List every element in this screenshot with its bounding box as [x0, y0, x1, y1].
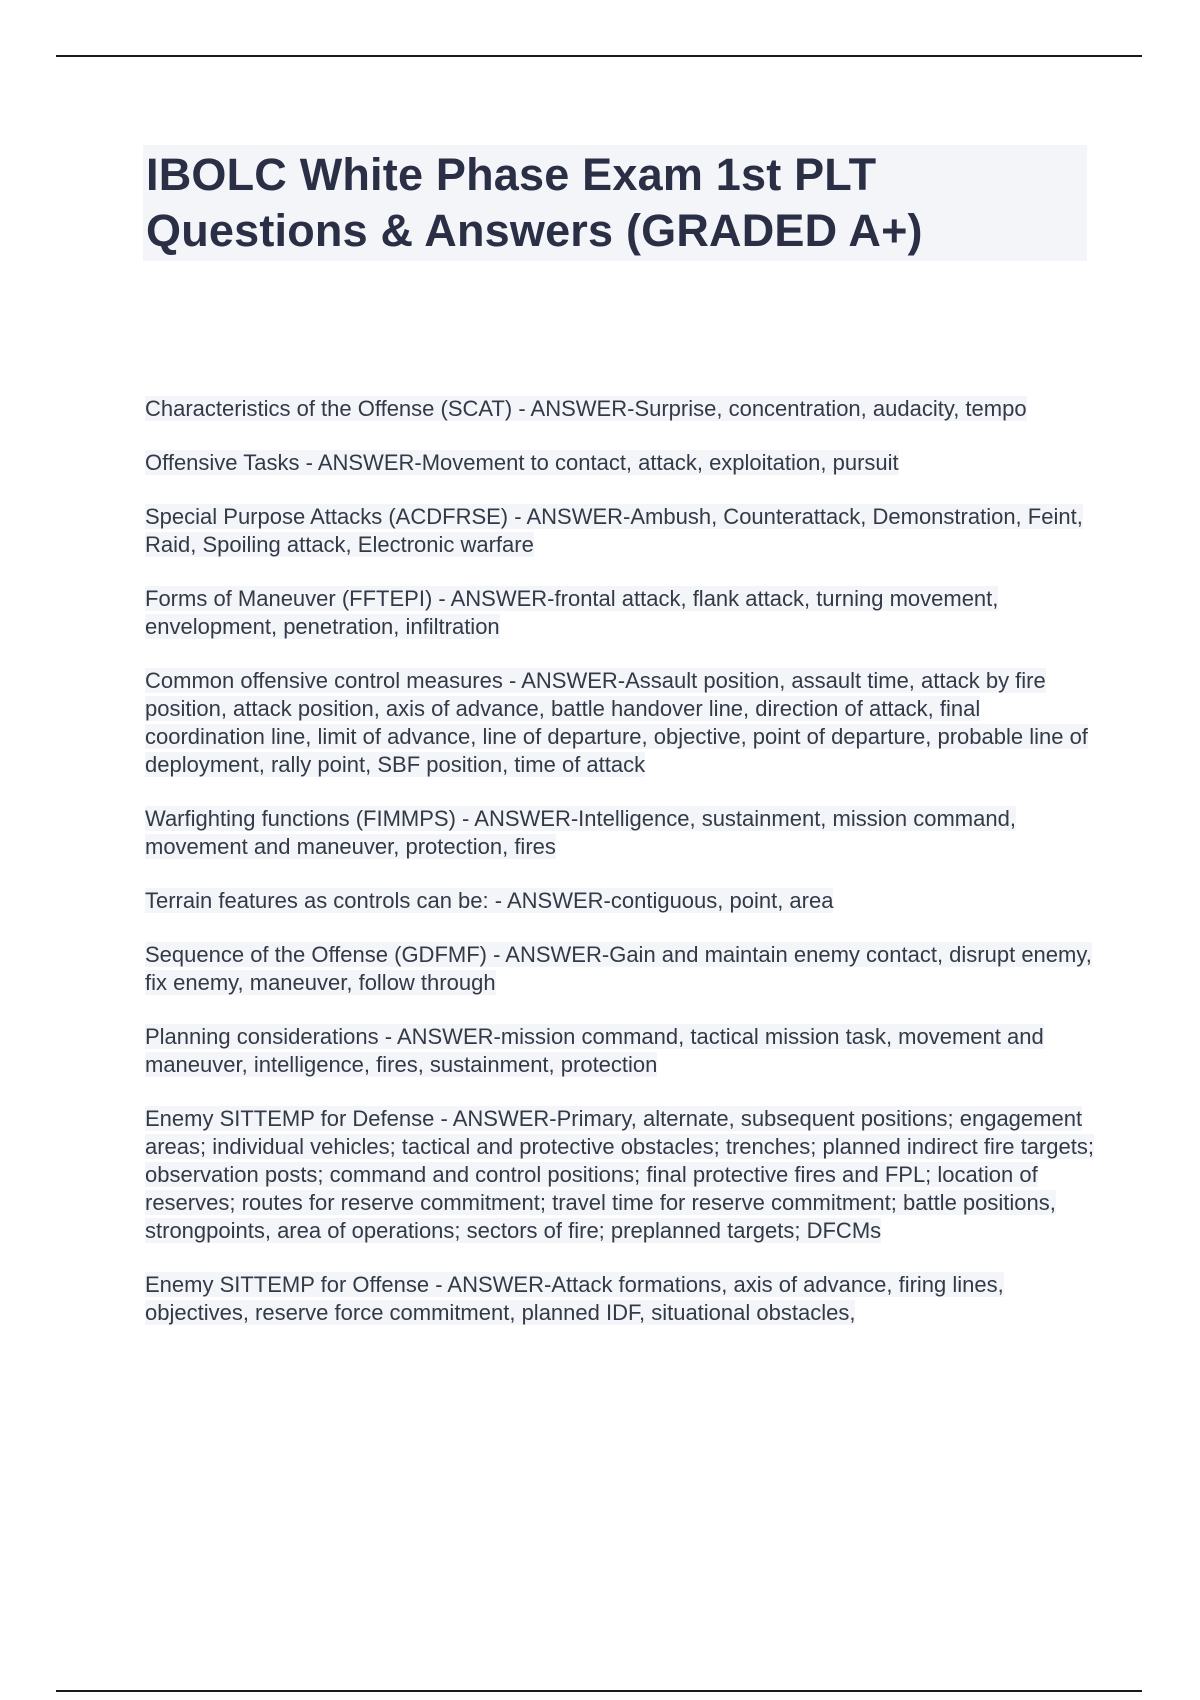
answer-text: Assault position, assault time, attack by fire position, attack position, axis of advance, battle handover line, direction of attack, final coordination line, limit of advance, line of departure, objective, point of departure, probable line of deployment, rally point, SBF position, time of attack [145, 668, 1088, 777]
answer-text: Attack formations, axis of advance, firing lines, objectives, reserve force commitment, planned IDF, situational obstacles, [145, 1272, 1004, 1325]
qa-item [145, 667, 1095, 779]
question-text: Characteristics of the Offense (SCAT) [145, 396, 513, 421]
answer-text: Primary, alternate, subsequent positions; engagement areas; individual vehicles; tactical and protective obstacles; trenches; planned indirect fire targets; observation posts; command and control positions; final protective fires and FPL; location of reserves; routes for reserve commitment; travel time for reserve commitment; battle positions, strongpoints, area of operations; sectors of fire; preplanned targets; DFCMs [145, 1106, 1094, 1243]
qa-item [145, 503, 1095, 559]
top-rule [56, 55, 1142, 57]
answer-separator: - ANSWER- [455, 806, 579, 831]
question-text: Warfighting functions (FIMMPS) [145, 806, 456, 831]
question-text: Enemy SITTEMP for Offense [145, 1272, 430, 1297]
qa-item [145, 1023, 1095, 1079]
question-text: Offensive Tasks [145, 450, 300, 475]
answer-separator: - ANSWER- [429, 1272, 552, 1297]
document-title: IBOLC White Phase Exam 1st PLT Questions & Answers (GRADED A+) [146, 149, 923, 256]
question-text: Enemy SITTEMP for Defense [145, 1106, 435, 1131]
answer-text: Ambush, Counterattack, Demonstration, Feint, Raid, Spoiling attack, Electronic warfare [145, 504, 1083, 557]
question-text: Planning considerations [145, 1024, 379, 1049]
answer-separator: - ANSWER- [508, 504, 631, 529]
qa-item [145, 449, 1095, 477]
answer-separator: - ANSWER- [512, 396, 635, 421]
answer-separator: - ANSWER- [502, 668, 626, 693]
qa-item [145, 585, 1095, 641]
answer-separator: - ANSWER- [378, 1024, 501, 1049]
answer-text: Surprise, concentration, audacity, tempo [634, 396, 1027, 421]
answer-text: frontal attack, flank attack, turning movement, envelopment, penetration, infiltration [145, 586, 999, 639]
qa-item [145, 1271, 1095, 1327]
question-text: Sequence of the Offense (GDFMF) [145, 942, 487, 967]
qa-item [145, 395, 1095, 423]
answer-text: Movement to contact, attack, exploitation, pursuit [421, 450, 899, 475]
answer-separator: - ANSWER- [488, 888, 611, 913]
title-block [143, 145, 1087, 261]
qa-item [145, 887, 1095, 915]
answer-text: Gain and maintain enemy contact, disrupt enemy, fix enemy, maneuver, follow through [145, 942, 1092, 995]
answer-text: mission command, tactical mission task, movement and maneuver, intelligence, fires, sustainment, protection [145, 1024, 1044, 1077]
question-text: Terrain features as controls can be: [145, 888, 489, 913]
answer-text: Intelligence, sustainment, mission command, movement and maneuver, protection, fires [145, 806, 1016, 859]
answer-text: contiguous, point, area [610, 888, 834, 913]
answer-separator: - ANSWER- [486, 942, 610, 967]
qa-item [145, 1105, 1095, 1245]
qa-list [145, 395, 1095, 1353]
question-text: Special Purpose Attacks (ACDFRSE) [145, 504, 509, 529]
qa-item [145, 941, 1095, 997]
bottom-rule [56, 1690, 1142, 1692]
qa-item [145, 805, 1095, 861]
answer-separator: - ANSWER- [432, 586, 555, 611]
question-text: Common offensive control measures [145, 668, 503, 693]
answer-separator: - ANSWER- [434, 1106, 557, 1131]
answer-separator: - ANSWER- [299, 450, 422, 475]
question-text: Forms of Maneuver (FFTEPI) [145, 586, 433, 611]
